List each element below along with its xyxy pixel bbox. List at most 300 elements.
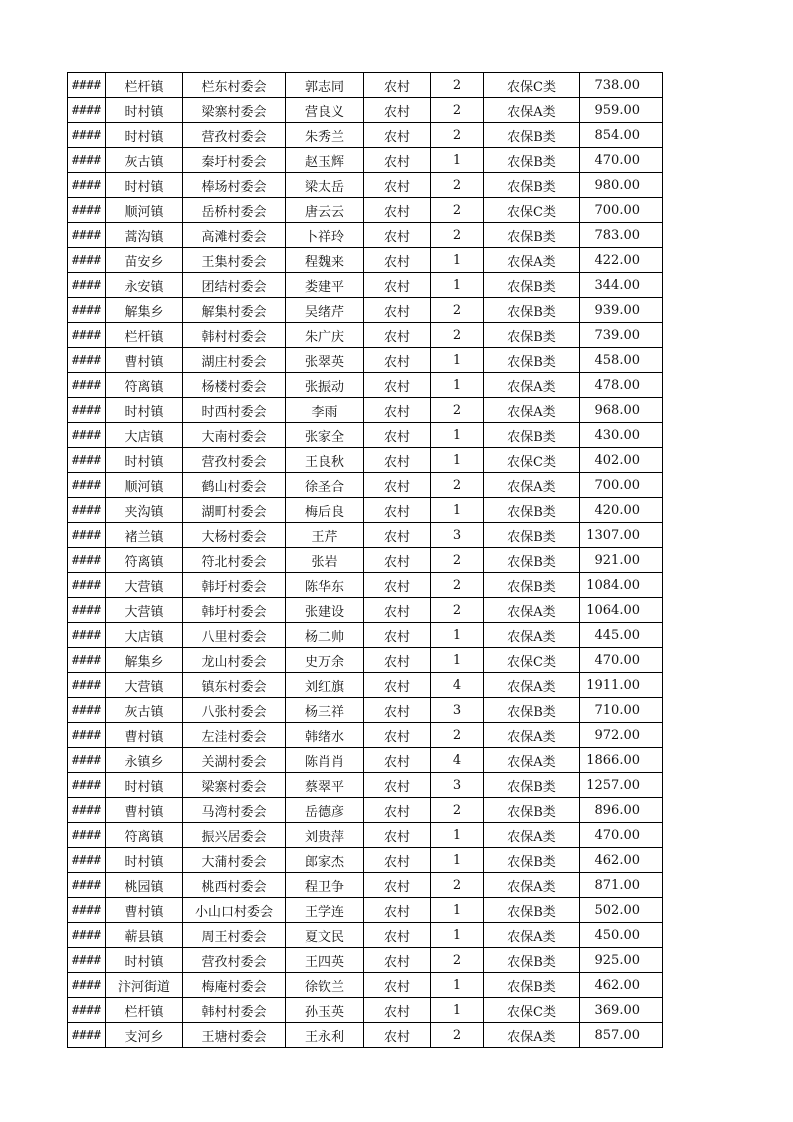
cell-id: #### [68, 873, 106, 898]
cell-town: 解集乡 [106, 298, 183, 323]
cell-type: 农村 [364, 873, 431, 898]
cell-id: #### [68, 823, 106, 848]
cell-type: 农村 [364, 623, 431, 648]
cell-village: 韩村村委会 [183, 998, 286, 1023]
cell-town: 时村镇 [106, 448, 183, 473]
cell-village: 八张村委会 [183, 698, 286, 723]
cell-name: 梁太岳 [286, 173, 364, 198]
table-row [68, 923, 663, 948]
cell-count: 3 [431, 773, 484, 798]
table-row [68, 748, 663, 773]
cell-town: 灰古镇 [106, 698, 183, 723]
cell-town: 曹村镇 [106, 898, 183, 923]
cell-amount: 939.00 [580, 298, 663, 323]
cell-name: 孙玉英 [286, 998, 364, 1023]
cell-amount: 1911.00 [580, 673, 663, 698]
table-row [68, 873, 663, 898]
cell-id: #### [68, 348, 106, 373]
table-row [68, 348, 663, 373]
cell-category: 农保A类 [484, 923, 580, 948]
table-row [68, 323, 663, 348]
cell-type: 农村 [364, 598, 431, 623]
table-row [68, 948, 663, 973]
cell-amount: 700.00 [580, 198, 663, 223]
cell-type: 农村 [364, 73, 431, 98]
cell-type: 农村 [364, 98, 431, 123]
cell-name: 王四英 [286, 948, 364, 973]
cell-category: 农保C类 [484, 448, 580, 473]
cell-type: 农村 [364, 448, 431, 473]
cell-village: 小山口村委会 [183, 898, 286, 923]
cell-town: 曹村镇 [106, 348, 183, 373]
cell-name: 杨二帅 [286, 623, 364, 648]
cell-category: 农保A类 [484, 248, 580, 273]
cell-town: 栏杆镇 [106, 323, 183, 348]
cell-count: 1 [431, 848, 484, 873]
cell-type: 农村 [364, 173, 431, 198]
cell-count: 3 [431, 523, 484, 548]
cell-count: 1 [431, 823, 484, 848]
cell-amount: 402.00 [580, 448, 663, 473]
cell-type: 农村 [364, 1023, 431, 1048]
cell-type: 农村 [364, 848, 431, 873]
table-row [68, 148, 663, 173]
cell-town: 曹村镇 [106, 723, 183, 748]
cell-type: 农村 [364, 373, 431, 398]
cell-id: #### [68, 948, 106, 973]
cell-id: #### [68, 173, 106, 198]
cell-id: #### [68, 698, 106, 723]
cell-id: #### [68, 548, 106, 573]
cell-name: 李雨 [286, 398, 364, 423]
table-row [68, 998, 663, 1023]
table-row [68, 1023, 663, 1048]
cell-village: 高滩村委会 [183, 223, 286, 248]
cell-amount: 1064.00 [580, 598, 663, 623]
table-row [68, 98, 663, 123]
cell-amount: 854.00 [580, 123, 663, 148]
cell-name: 卜祥玲 [286, 223, 364, 248]
cell-village: 韩圩村委会 [183, 573, 286, 598]
cell-type: 农村 [364, 973, 431, 998]
cell-category: 农保B类 [484, 498, 580, 523]
cell-amount: 430.00 [580, 423, 663, 448]
cell-town: 栏杆镇 [106, 73, 183, 98]
cell-name: 徐圣合 [286, 473, 364, 498]
cell-name: 梅后良 [286, 498, 364, 523]
cell-count: 2 [431, 798, 484, 823]
cell-name: 张岩 [286, 548, 364, 573]
cell-count: 1 [431, 148, 484, 173]
cell-count: 2 [431, 223, 484, 248]
cell-count: 1 [431, 623, 484, 648]
cell-town: 褚兰镇 [106, 523, 183, 548]
cell-id: #### [68, 573, 106, 598]
cell-category: 农保B类 [484, 898, 580, 923]
cell-category: 农保A类 [484, 473, 580, 498]
cell-village: 符北村委会 [183, 548, 286, 573]
cell-count: 1 [431, 498, 484, 523]
cell-amount: 462.00 [580, 848, 663, 873]
cell-town: 时村镇 [106, 98, 183, 123]
cell-village: 王集村委会 [183, 248, 286, 273]
cell-count: 4 [431, 673, 484, 698]
cell-name: 娄建平 [286, 273, 364, 298]
cell-id: #### [68, 373, 106, 398]
cell-town: 永镇乡 [106, 748, 183, 773]
cell-id: #### [68, 798, 106, 823]
table-row [68, 898, 663, 923]
cell-amount: 1307.00 [580, 523, 663, 548]
cell-category: 农保B类 [484, 273, 580, 298]
cell-name: 韩绪水 [286, 723, 364, 748]
cell-type: 农村 [364, 998, 431, 1023]
cell-id: #### [68, 473, 106, 498]
cell-type: 农村 [364, 348, 431, 373]
cell-category: 农保C类 [484, 648, 580, 673]
cell-type: 农村 [364, 473, 431, 498]
cell-amount: 959.00 [580, 98, 663, 123]
cell-id: #### [68, 298, 106, 323]
cell-town: 苗安乡 [106, 248, 183, 273]
cell-village: 梁寨村委会 [183, 98, 286, 123]
cell-id: #### [68, 623, 106, 648]
cell-category: 农保A类 [484, 598, 580, 623]
cell-name: 营良义 [286, 98, 364, 123]
cell-id: #### [68, 273, 106, 298]
table-row [68, 198, 663, 223]
cell-village: 大南村委会 [183, 423, 286, 448]
cell-type: 农村 [364, 398, 431, 423]
table-row [68, 698, 663, 723]
cell-village: 时西村委会 [183, 398, 286, 423]
cell-name: 郭志同 [286, 73, 364, 98]
cell-type: 农村 [364, 948, 431, 973]
cell-category: 农保B类 [484, 173, 580, 198]
cell-id: #### [68, 198, 106, 223]
table-row [68, 398, 663, 423]
cell-category: 农保A类 [484, 748, 580, 773]
cell-amount: 458.00 [580, 348, 663, 373]
cell-village: 马湾村委会 [183, 798, 286, 823]
cell-id: #### [68, 248, 106, 273]
cell-amount: 968.00 [580, 398, 663, 423]
cell-village: 杨楼村委会 [183, 373, 286, 398]
cell-amount: 470.00 [580, 148, 663, 173]
cell-village: 大蒲村委会 [183, 848, 286, 873]
cell-count: 1 [431, 998, 484, 1023]
table-row [68, 623, 663, 648]
cell-town: 符离镇 [106, 373, 183, 398]
table-row [68, 423, 663, 448]
cell-town: 符离镇 [106, 823, 183, 848]
cell-town: 解集乡 [106, 648, 183, 673]
table-row [68, 723, 663, 748]
cell-village: 八里村委会 [183, 623, 286, 648]
cell-name: 朱秀兰 [286, 123, 364, 148]
cell-amount: 1257.00 [580, 773, 663, 798]
cell-town: 永安镇 [106, 273, 183, 298]
cell-amount: 1866.00 [580, 748, 663, 773]
table-row [68, 298, 663, 323]
cell-id: #### [68, 748, 106, 773]
cell-category: 农保A类 [484, 623, 580, 648]
cell-id: #### [68, 323, 106, 348]
cell-name: 刘红旗 [286, 673, 364, 698]
cell-town: 灰古镇 [106, 148, 183, 173]
cell-id: #### [68, 98, 106, 123]
cell-category: 农保B类 [484, 848, 580, 873]
cell-category: 农保B类 [484, 123, 580, 148]
cell-village: 栏东村委会 [183, 73, 286, 98]
cell-town: 桃园镇 [106, 873, 183, 898]
cell-type: 农村 [364, 223, 431, 248]
cell-town: 大营镇 [106, 598, 183, 623]
cell-id: #### [68, 648, 106, 673]
cell-id: #### [68, 1023, 106, 1048]
cell-amount: 502.00 [580, 898, 663, 923]
table-row [68, 673, 663, 698]
cell-type: 农村 [364, 273, 431, 298]
table-row [68, 648, 663, 673]
table-row [68, 973, 663, 998]
table-row [68, 598, 663, 623]
cell-name: 程魏来 [286, 248, 364, 273]
cell-amount: 857.00 [580, 1023, 663, 1048]
cell-town: 栏杆镇 [106, 998, 183, 1023]
cell-type: 农村 [364, 698, 431, 723]
cell-village: 韩村村委会 [183, 323, 286, 348]
cell-id: #### [68, 723, 106, 748]
cell-id: #### [68, 673, 106, 698]
cell-category: 农保B类 [484, 223, 580, 248]
cell-count: 2 [431, 948, 484, 973]
cell-category: 农保B类 [484, 148, 580, 173]
cell-count: 1 [431, 648, 484, 673]
cell-amount: 470.00 [580, 823, 663, 848]
cell-type: 农村 [364, 723, 431, 748]
cell-village: 湖庄村委会 [183, 348, 286, 373]
cell-town: 大营镇 [106, 573, 183, 598]
cell-village: 鹤山村委会 [183, 473, 286, 498]
cell-category: 农保B类 [484, 773, 580, 798]
cell-id: #### [68, 923, 106, 948]
cell-amount: 783.00 [580, 223, 663, 248]
cell-count: 2 [431, 548, 484, 573]
cell-id: #### [68, 398, 106, 423]
cell-name: 张翠英 [286, 348, 364, 373]
cell-count: 1 [431, 423, 484, 448]
table-row [68, 248, 663, 273]
cell-category: 农保C类 [484, 998, 580, 1023]
cell-village: 棒场村委会 [183, 173, 286, 198]
cell-category: 农保A类 [484, 873, 580, 898]
cell-town: 蒿沟镇 [106, 223, 183, 248]
cell-name: 唐云云 [286, 198, 364, 223]
cell-count: 2 [431, 123, 484, 148]
cell-count: 3 [431, 698, 484, 723]
table-row [68, 173, 663, 198]
cell-name: 陈华东 [286, 573, 364, 598]
cell-count: 2 [431, 98, 484, 123]
cell-town: 汴河街道 [106, 973, 183, 998]
cell-village: 韩圩村委会 [183, 598, 286, 623]
cell-town: 夹沟镇 [106, 498, 183, 523]
cell-category: 农保A类 [484, 98, 580, 123]
cell-village: 振兴居委会 [183, 823, 286, 848]
cell-count: 1 [431, 248, 484, 273]
cell-name: 夏文民 [286, 923, 364, 948]
cell-count: 2 [431, 473, 484, 498]
table-row [68, 223, 663, 248]
table-row [68, 373, 663, 398]
cell-id: #### [68, 73, 106, 98]
cell-amount: 739.00 [580, 323, 663, 348]
cell-town: 符离镇 [106, 548, 183, 573]
cell-category: 农保B类 [484, 973, 580, 998]
cell-count: 2 [431, 398, 484, 423]
cell-id: #### [68, 773, 106, 798]
cell-category: 农保B类 [484, 523, 580, 548]
cell-village: 关湖村委会 [183, 748, 286, 773]
cell-village: 桃西村委会 [183, 873, 286, 898]
cell-village: 营孜村委会 [183, 448, 286, 473]
cell-type: 农村 [364, 648, 431, 673]
cell-category: 农保B类 [484, 423, 580, 448]
cell-amount: 700.00 [580, 473, 663, 498]
cell-name: 张振动 [286, 373, 364, 398]
cell-name: 岳德彦 [286, 798, 364, 823]
cell-category: 农保A类 [484, 398, 580, 423]
cell-amount: 710.00 [580, 698, 663, 723]
table-row [68, 548, 663, 573]
cell-type: 农村 [364, 148, 431, 173]
cell-id: #### [68, 998, 106, 1023]
cell-category: 农保B类 [484, 698, 580, 723]
cell-type: 农村 [364, 548, 431, 573]
table-row [68, 73, 663, 98]
cell-village: 岳桥村委会 [183, 198, 286, 223]
table-row [68, 773, 663, 798]
cell-category: 农保A类 [484, 1023, 580, 1048]
cell-name: 朱广庆 [286, 323, 364, 348]
cell-village: 湖町村委会 [183, 498, 286, 523]
table-row [68, 573, 663, 598]
cell-type: 农村 [364, 748, 431, 773]
cell-town: 时村镇 [106, 398, 183, 423]
cell-count: 1 [431, 973, 484, 998]
table-row [68, 273, 663, 298]
cell-category: 农保C类 [484, 198, 580, 223]
cell-type: 农村 [364, 523, 431, 548]
cell-amount: 422.00 [580, 248, 663, 273]
cell-id: #### [68, 223, 106, 248]
cell-town: 曹村镇 [106, 798, 183, 823]
cell-count: 1 [431, 448, 484, 473]
cell-count: 2 [431, 173, 484, 198]
cell-town: 时村镇 [106, 173, 183, 198]
cell-count: 1 [431, 273, 484, 298]
cell-category: 农保B类 [484, 948, 580, 973]
cell-village: 龙山村委会 [183, 648, 286, 673]
cell-name: 王芹 [286, 523, 364, 548]
cell-id: #### [68, 423, 106, 448]
cell-amount: 972.00 [580, 723, 663, 748]
cell-type: 农村 [364, 923, 431, 948]
data-table [67, 72, 663, 1048]
cell-amount: 896.00 [580, 798, 663, 823]
cell-name: 徐钦兰 [286, 973, 364, 998]
cell-id: #### [68, 498, 106, 523]
cell-town: 大营镇 [106, 673, 183, 698]
cell-name: 王学连 [286, 898, 364, 923]
cell-town: 大店镇 [106, 423, 183, 448]
cell-category: 农保B类 [484, 348, 580, 373]
cell-name: 张建设 [286, 598, 364, 623]
cell-type: 农村 [364, 198, 431, 223]
cell-village: 镇东村委会 [183, 673, 286, 698]
cell-count: 1 [431, 373, 484, 398]
cell-count: 1 [431, 898, 484, 923]
cell-type: 农村 [364, 248, 431, 273]
cell-type: 农村 [364, 673, 431, 698]
cell-town: 顺河镇 [106, 198, 183, 223]
cell-town: 时村镇 [106, 123, 183, 148]
table-row [68, 473, 663, 498]
cell-type: 农村 [364, 798, 431, 823]
cell-village: 营孜村委会 [183, 948, 286, 973]
table-body [68, 73, 663, 1048]
cell-village: 梁寨村委会 [183, 773, 286, 798]
cell-amount: 871.00 [580, 873, 663, 898]
cell-id: #### [68, 148, 106, 173]
cell-name: 蔡翠平 [286, 773, 364, 798]
cell-town: 顺河镇 [106, 473, 183, 498]
cell-amount: 980.00 [580, 173, 663, 198]
cell-village: 营孜村委会 [183, 123, 286, 148]
cell-village: 团结村委会 [183, 273, 286, 298]
cell-amount: 478.00 [580, 373, 663, 398]
cell-id: #### [68, 448, 106, 473]
cell-type: 农村 [364, 773, 431, 798]
cell-id: #### [68, 973, 106, 998]
cell-count: 2 [431, 573, 484, 598]
cell-count: 2 [431, 1023, 484, 1048]
cell-village: 左洼村委会 [183, 723, 286, 748]
cell-name: 王良秋 [286, 448, 364, 473]
cell-amount: 369.00 [580, 998, 663, 1023]
cell-town: 时村镇 [106, 848, 183, 873]
cell-count: 2 [431, 873, 484, 898]
cell-amount: 738.00 [580, 73, 663, 98]
cell-town: 支河乡 [106, 1023, 183, 1048]
cell-count: 4 [431, 748, 484, 773]
table-row [68, 498, 663, 523]
cell-count: 2 [431, 723, 484, 748]
cell-category: 农保C类 [484, 73, 580, 98]
cell-amount: 344.00 [580, 273, 663, 298]
cell-town: 时村镇 [106, 948, 183, 973]
cell-town: 大店镇 [106, 623, 183, 648]
cell-category: 农保B类 [484, 323, 580, 348]
cell-name: 刘贵萍 [286, 823, 364, 848]
cell-id: #### [68, 848, 106, 873]
cell-name: 郎家杰 [286, 848, 364, 873]
cell-count: 2 [431, 73, 484, 98]
cell-type: 农村 [364, 298, 431, 323]
cell-amount: 462.00 [580, 973, 663, 998]
cell-category: 农保B类 [484, 798, 580, 823]
